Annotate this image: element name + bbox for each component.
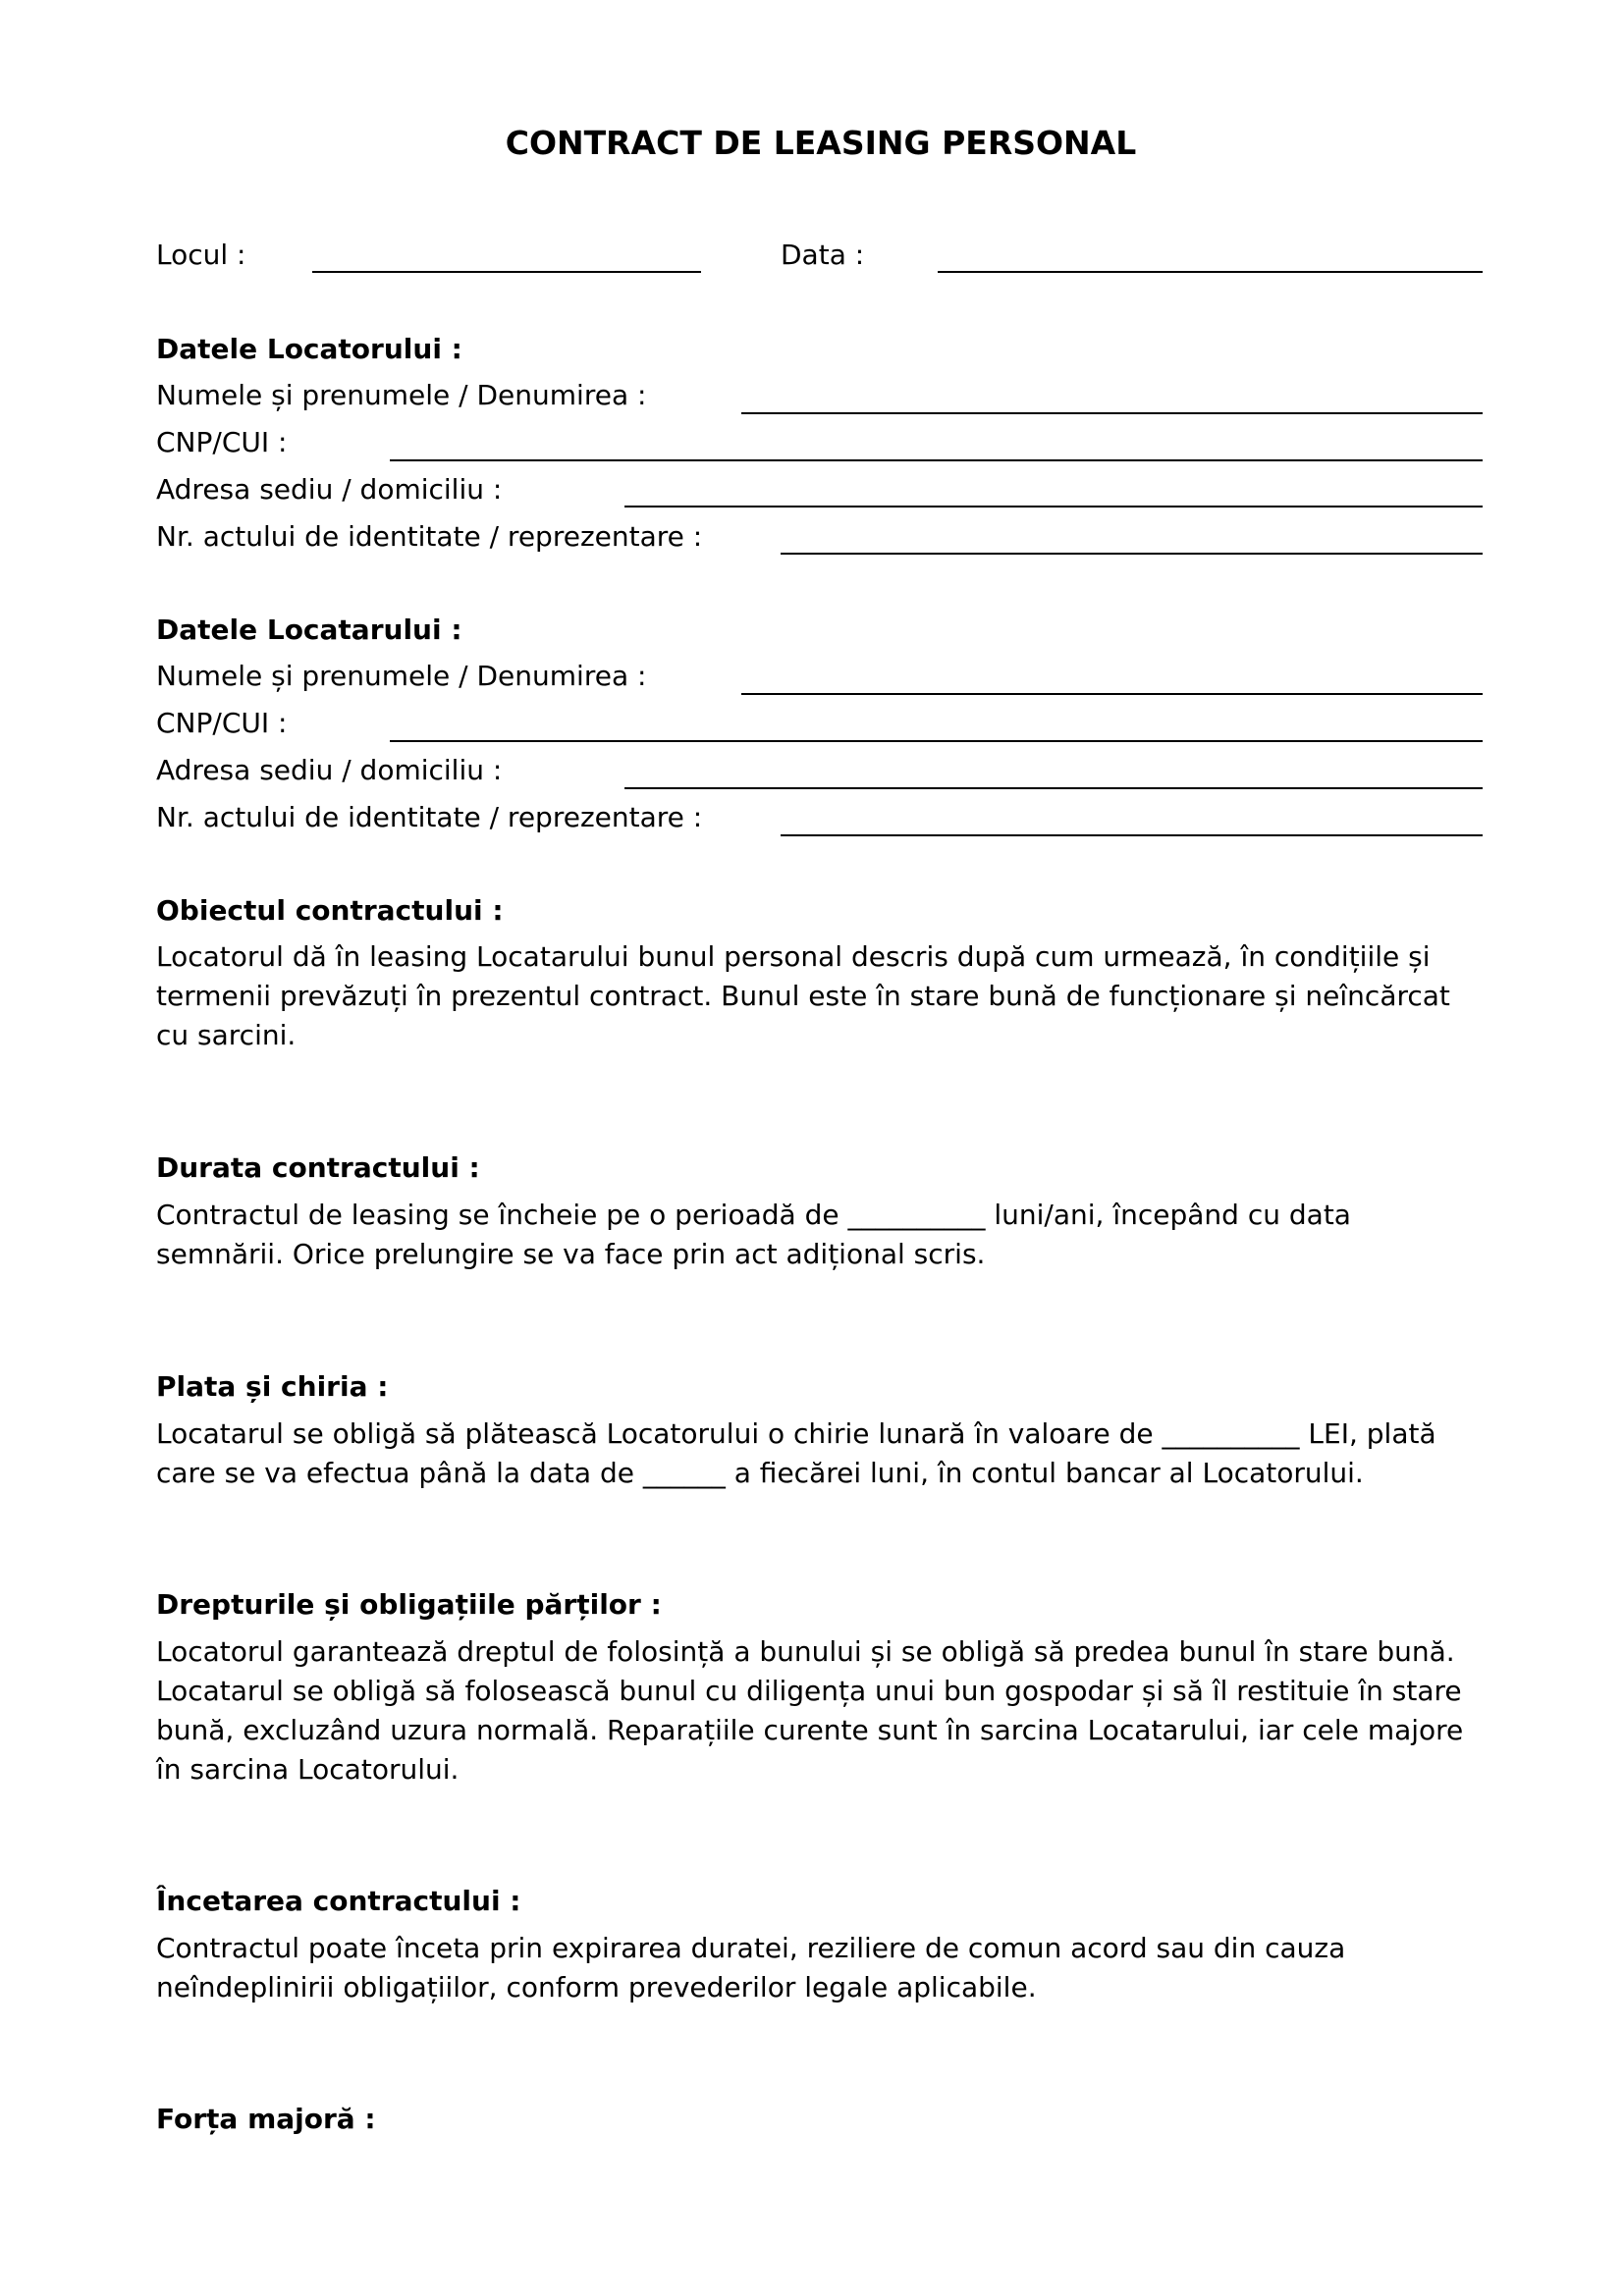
locator-address-label: Adresa sediu / domiciliu : <box>156 473 503 506</box>
locator-cnp-label: CNP/CUI : <box>156 426 288 458</box>
durata-line-2: semnării. Orice prelungire se va face prin act adițional scris. <box>156 1238 986 1270</box>
locatar-name-label: Numele și prenumele / Denumirea : <box>156 660 647 692</box>
plata-line-1: Locatarul se obligă să plătească Locatorului o chirie lunară în valoare de __________ LEI, plată <box>156 1417 1436 1450</box>
incetare-line-1: Contractul poate înceta prin expirarea duratei, reziliere de comun acord sau din cauza <box>156 1932 1346 1964</box>
locatar-address-label: Adresa sediu / domiciliu : <box>156 754 503 786</box>
locatar-cnp-label: CNP/CUI : <box>156 707 288 739</box>
durata-line-1: Contractul de leasing se încheie pe o perioadă de __________ luni/ani, începând cu data <box>156 1199 1351 1231</box>
locator-address-line[interactable] <box>624 506 1483 507</box>
locator-id-line[interactable] <box>781 553 1483 555</box>
data-label: Data : <box>781 239 865 271</box>
drepturi-line-2: Locatarul se obligă să folosească bunul cu diligența unui bun gospodar și să îl restituie în stare <box>156 1675 1462 1707</box>
plata-heading: Plata și chiria : <box>156 1370 389 1403</box>
locatar-heading: Datele Locatarului : <box>156 614 462 646</box>
drepturi-line-1: Locatorul garantează dreptul de folosință a bunului și se obligă să predea bunul în stare bună. <box>156 1635 1455 1668</box>
durata-heading: Durata contractului : <box>156 1151 480 1184</box>
obiect-line-2: termenii prevăzuți în prezentul contract. Bunul este în stare bună de funcționare și neîncărcat <box>156 980 1450 1012</box>
locator-cnp-line[interactable] <box>390 459 1483 461</box>
forta-heading: Forța majoră : <box>156 2103 376 2135</box>
locatar-cnp-line[interactable] <box>390 740 1483 742</box>
locatar-address-line[interactable] <box>624 787 1483 789</box>
locul-label: Locul : <box>156 239 246 271</box>
locator-heading: Datele Locatorului : <box>156 333 462 365</box>
locatar-name-line[interactable] <box>741 693 1483 695</box>
obiect-heading: Obiectul contractului : <box>156 894 504 927</box>
locatar-id-label: Nr. actului de identitate / reprezentare : <box>156 801 703 833</box>
obiect-line-3: cu sarcini. <box>156 1019 297 1051</box>
plata-line-2: care se va efectua până la data de ______ a fiecărei luni, în contul bancar al Locatorului. <box>156 1457 1364 1489</box>
document-title: CONTRACT DE LEASING PERSONAL <box>505 124 1137 162</box>
drepturi-line-4: în sarcina Locatorului. <box>156 1753 460 1786</box>
locator-id-label: Nr. actului de identitate / reprezentare : <box>156 520 703 553</box>
obiect-line-1: Locatorul dă în leasing Locatarului bunul personal descris după cum urmează, în condițiile și <box>156 940 1431 973</box>
locul-field-line[interactable] <box>312 271 701 273</box>
incetare-line-2: neîndeplinirii obligațiilor, conform prevederilor legale aplicabile. <box>156 1971 1037 2003</box>
locatar-id-line[interactable] <box>781 834 1483 836</box>
locator-name-line[interactable] <box>741 412 1483 414</box>
drepturi-heading: Drepturile și obligațiile părților : <box>156 1588 662 1621</box>
incetare-heading: Încetarea contractului : <box>156 1885 521 1917</box>
drepturi-line-3: bună, excluzând uzura normală. Reparațiile curente sunt în sarcina Locatarului, iar cele majore <box>156 1714 1464 1746</box>
data-field-line[interactable] <box>938 271 1483 273</box>
locator-name-label: Numele și prenumele / Denumirea : <box>156 379 647 411</box>
